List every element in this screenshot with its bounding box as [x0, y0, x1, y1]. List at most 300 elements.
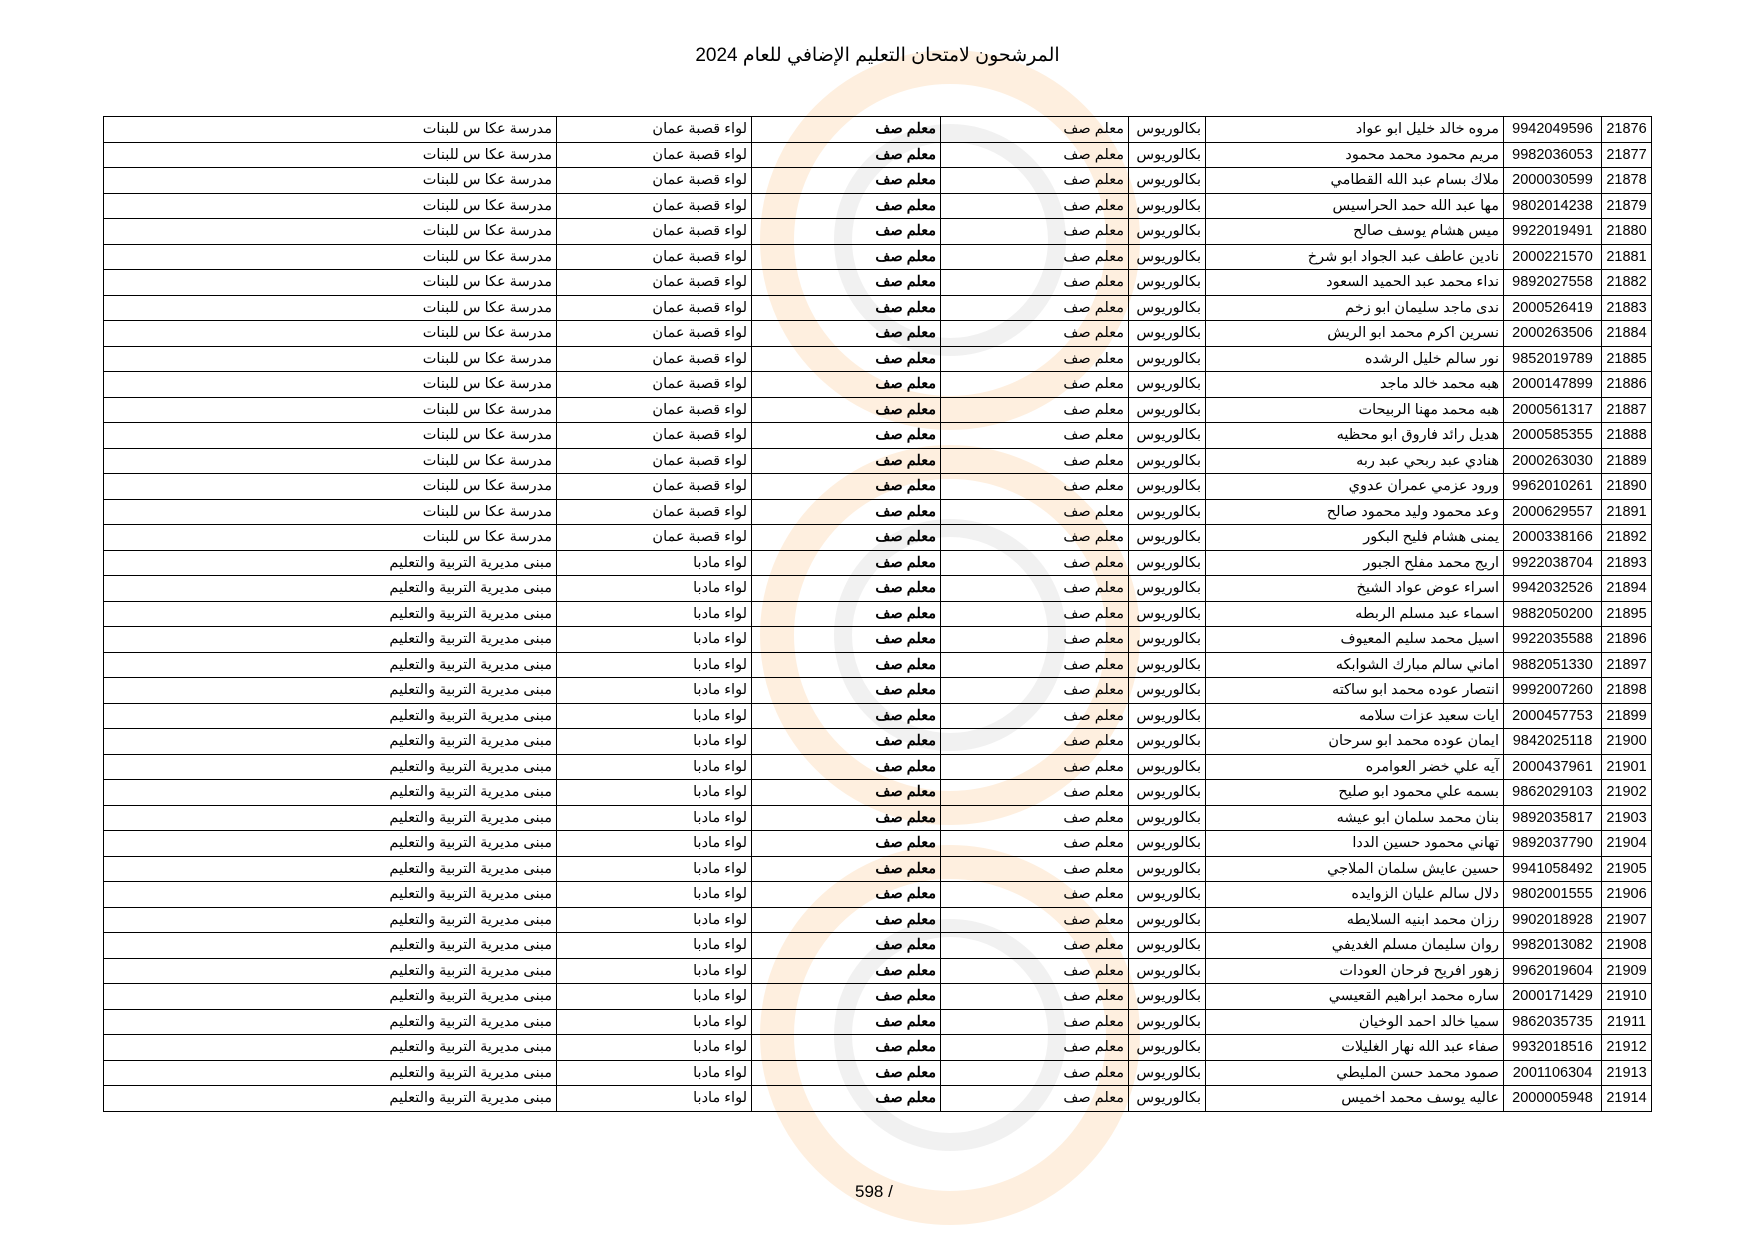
specialization-cell: معلم صف — [941, 525, 1129, 551]
exam-center-cell: مدرسة عكا س للبنات — [104, 321, 557, 347]
specialization-cell: معلم صف — [941, 499, 1129, 525]
degree-cell: بكالوريوس — [1129, 117, 1206, 143]
candidate-name-cell: اماني سالم مبارك الشوابكه — [1206, 652, 1504, 678]
district-cell: لواء قصبة عمان — [557, 244, 752, 270]
degree-cell: بكالوريوس — [1129, 244, 1206, 270]
national-id-cell: 9922019491 — [1504, 219, 1602, 245]
exam-subject-cell: معلم صف — [752, 1086, 941, 1112]
exam-subject-cell: معلم صف — [752, 780, 941, 806]
table-row — [104, 703, 1652, 729]
exam-center-cell: مبنى مديرية التربية والتعليم — [104, 856, 557, 882]
degree-cell: بكالوريوس — [1129, 372, 1206, 398]
district-cell: لواء قصبة عمان — [557, 474, 752, 500]
candidate-name-cell: حسين عايش سلمان الملاجي — [1206, 856, 1504, 882]
candidate-name-cell: مريم محمود محمد محمود — [1206, 142, 1504, 168]
seq-number-cell: 21893 — [1602, 550, 1652, 576]
district-cell: لواء قصبة عمان — [557, 295, 752, 321]
national-id-cell: 2000263030 — [1504, 448, 1602, 474]
candidate-name-cell: اسماء عبد مسلم الربطه — [1206, 601, 1504, 627]
exam-center-cell: مبنى مديرية التربية والتعليم — [104, 984, 557, 1010]
specialization-cell: معلم صف — [941, 270, 1129, 296]
seq-number-cell: 21909 — [1602, 958, 1652, 984]
seq-number-cell: 21913 — [1602, 1060, 1652, 1086]
specialization-cell: معلم صف — [941, 678, 1129, 704]
seq-number-cell: 21899 — [1602, 703, 1652, 729]
exam-center-cell: مبنى مديرية التربية والتعليم — [104, 576, 557, 602]
seq-number-cell: 21887 — [1602, 397, 1652, 423]
national-id-cell: 2000221570 — [1504, 244, 1602, 270]
exam-center-cell: مبنى مديرية التربية والتعليم — [104, 958, 557, 984]
specialization-cell: معلم صف — [941, 984, 1129, 1010]
table-row — [104, 780, 1652, 806]
district-cell: لواء مادبا — [557, 729, 752, 755]
exam-subject-cell: معلم صف — [752, 423, 941, 449]
exam-center-cell: مبنى مديرية التربية والتعليم — [104, 805, 557, 831]
candidate-name-cell: اسيل محمد سليم المعيوف — [1206, 627, 1504, 653]
district-cell: لواء قصبة عمان — [557, 525, 752, 551]
degree-cell: بكالوريوس — [1129, 219, 1206, 245]
district-cell: لواء قصبة عمان — [557, 168, 752, 194]
table-row — [104, 168, 1652, 194]
seq-number-cell: 21905 — [1602, 856, 1652, 882]
seq-number-cell: 21891 — [1602, 499, 1652, 525]
national-id-cell: 9962019604 — [1504, 958, 1602, 984]
exam-center-cell: مدرسة عكا س للبنات — [104, 193, 557, 219]
specialization-cell: معلم صف — [941, 295, 1129, 321]
national-id-cell: 9882050200 — [1504, 601, 1602, 627]
specialization-cell: معلم صف — [941, 627, 1129, 653]
specialization-cell: معلم صف — [941, 856, 1129, 882]
degree-cell: بكالوريوس — [1129, 678, 1206, 704]
degree-cell: بكالوريوس — [1129, 448, 1206, 474]
national-id-cell: 9962010261 — [1504, 474, 1602, 500]
district-cell: لواء مادبا — [557, 856, 752, 882]
exam-subject-cell: معلم صف — [752, 958, 941, 984]
seq-number-cell: 21883 — [1602, 295, 1652, 321]
table-row — [104, 219, 1652, 245]
specialization-cell: معلم صف — [941, 142, 1129, 168]
exam-subject-cell: معلم صف — [752, 907, 941, 933]
table-row — [104, 754, 1652, 780]
national-id-cell: 9802001555 — [1504, 882, 1602, 908]
candidate-name-cell: دلال سالم عليان الزوايده — [1206, 882, 1504, 908]
exam-subject-cell: معلم صف — [752, 142, 941, 168]
district-cell: لواء مادبا — [557, 907, 752, 933]
table-row — [104, 295, 1652, 321]
national-id-cell: 9942049596 — [1504, 117, 1602, 143]
degree-cell: بكالوريوس — [1129, 907, 1206, 933]
exam-subject-cell: معلم صف — [752, 831, 941, 857]
exam-subject-cell: معلم صف — [752, 576, 941, 602]
district-cell: لواء مادبا — [557, 805, 752, 831]
district-cell: لواء قصبة عمان — [557, 321, 752, 347]
district-cell: لواء مادبا — [557, 984, 752, 1010]
specialization-cell: معلم صف — [941, 372, 1129, 398]
exam-center-cell: مبنى مديرية التربية والتعليم — [104, 754, 557, 780]
exam-subject-cell: معلم صف — [752, 933, 941, 959]
specialization-cell: معلم صف — [941, 703, 1129, 729]
candidate-name-cell: ايات سعيد عزات سلامه — [1206, 703, 1504, 729]
district-cell: لواء مادبا — [557, 780, 752, 806]
national-id-cell: 2000171429 — [1504, 984, 1602, 1010]
seq-number-cell: 21902 — [1602, 780, 1652, 806]
candidates-table — [103, 116, 1652, 1112]
exam-center-cell: مدرسة عكا س للبنات — [104, 397, 557, 423]
exam-center-cell: مدرسة عكا س للبنات — [104, 117, 557, 143]
table-row — [104, 397, 1652, 423]
specialization-cell: معلم صف — [941, 448, 1129, 474]
national-id-cell: 9941058492 — [1504, 856, 1602, 882]
exam-subject-cell: معلم صف — [752, 474, 941, 500]
district-cell: لواء مادبا — [557, 627, 752, 653]
seq-number-cell: 21877 — [1602, 142, 1652, 168]
table-row — [104, 346, 1652, 372]
exam-center-cell: مدرسة عكا س للبنات — [104, 219, 557, 245]
exam-center-cell: مبنى مديرية التربية والتعليم — [104, 1009, 557, 1035]
national-id-cell: 9892027558 — [1504, 270, 1602, 296]
national-id-cell: 9802014238 — [1504, 193, 1602, 219]
specialization-cell: معلم صف — [941, 1086, 1129, 1112]
seq-number-cell: 21889 — [1602, 448, 1652, 474]
district-cell: لواء مادبا — [557, 703, 752, 729]
specialization-cell: معلم صف — [941, 780, 1129, 806]
district-cell: لواء مادبا — [557, 882, 752, 908]
specialization-cell: معلم صف — [941, 601, 1129, 627]
national-id-cell: 9902018928 — [1504, 907, 1602, 933]
district-cell: لواء مادبا — [557, 958, 752, 984]
candidate-name-cell: ميس هشام يوسف صالح — [1206, 219, 1504, 245]
table-row — [104, 627, 1652, 653]
seq-number-cell: 21890 — [1602, 474, 1652, 500]
table-row — [104, 652, 1652, 678]
degree-cell: بكالوريوس — [1129, 652, 1206, 678]
table-row — [104, 372, 1652, 398]
exam-subject-cell: معلم صف — [752, 856, 941, 882]
national-id-cell: 9942032526 — [1504, 576, 1602, 602]
degree-cell: بكالوريوس — [1129, 576, 1206, 602]
exam-subject-cell: معلم صف — [752, 1009, 941, 1035]
exam-subject-cell: معلم صف — [752, 805, 941, 831]
degree-cell: بكالوريوس — [1129, 805, 1206, 831]
district-cell: لواء قصبة عمان — [557, 423, 752, 449]
table-row — [104, 448, 1652, 474]
degree-cell: بكالوريوس — [1129, 882, 1206, 908]
national-id-cell: 9862035735 — [1504, 1009, 1602, 1035]
seq-number-cell: 21879 — [1602, 193, 1652, 219]
degree-cell: بكالوريوس — [1129, 958, 1206, 984]
seq-number-cell: 21903 — [1602, 805, 1652, 831]
district-cell: لواء قصبة عمان — [557, 193, 752, 219]
table-row — [104, 856, 1652, 882]
district-cell: لواء قصبة عمان — [557, 270, 752, 296]
table-row — [104, 1009, 1652, 1035]
seq-number-cell: 21895 — [1602, 601, 1652, 627]
seq-number-cell: 21880 — [1602, 219, 1652, 245]
exam-subject-cell: معلم صف — [752, 499, 941, 525]
specialization-cell: معلم صف — [941, 1060, 1129, 1086]
candidate-name-cell: مروه خالد خليل ابو عواد — [1206, 117, 1504, 143]
district-cell: لواء مادبا — [557, 831, 752, 857]
exam-subject-cell: معلم صف — [752, 117, 941, 143]
exam-subject-cell: معلم صف — [752, 168, 941, 194]
degree-cell: بكالوريوس — [1129, 474, 1206, 500]
national-id-cell: 9922035588 — [1504, 627, 1602, 653]
seq-number-cell: 21907 — [1602, 907, 1652, 933]
national-id-cell: 9982036053 — [1504, 142, 1602, 168]
degree-cell: بكالوريوس — [1129, 397, 1206, 423]
degree-cell: بكالوريوس — [1129, 754, 1206, 780]
specialization-cell: معلم صف — [941, 754, 1129, 780]
table-row — [104, 601, 1652, 627]
district-cell: لواء قصبة عمان — [557, 448, 752, 474]
table-row — [104, 933, 1652, 959]
exam-center-cell: مبنى مديرية التربية والتعليم — [104, 1086, 557, 1112]
exam-center-cell: مدرسة عكا س للبنات — [104, 346, 557, 372]
degree-cell: بكالوريوس — [1129, 499, 1206, 525]
exam-subject-cell: معلم صف — [752, 346, 941, 372]
district-cell: لواء مادبا — [557, 678, 752, 704]
district-cell: لواء مادبا — [557, 1060, 752, 1086]
candidate-name-cell: ورود عزمي عمران عدوي — [1206, 474, 1504, 500]
exam-subject-cell: معلم صف — [752, 984, 941, 1010]
degree-cell: بكالوريوس — [1129, 831, 1206, 857]
candidate-name-cell: ايمان عوده محمد ابو سرحان — [1206, 729, 1504, 755]
table-row — [104, 1035, 1652, 1061]
degree-cell: بكالوريوس — [1129, 780, 1206, 806]
degree-cell: بكالوريوس — [1129, 856, 1206, 882]
national-id-cell: 2000585355 — [1504, 423, 1602, 449]
district-cell: لواء قصبة عمان — [557, 397, 752, 423]
district-cell: لواء قصبة عمان — [557, 219, 752, 245]
exam-subject-cell: معلم صف — [752, 397, 941, 423]
candidate-name-cell: هديل رائد فاروق ابو محظيه — [1206, 423, 1504, 449]
exam-center-cell: مبنى مديرية التربية والتعليم — [104, 627, 557, 653]
seq-number-cell: 21881 — [1602, 244, 1652, 270]
candidate-name-cell: آيه علي خضر العوامره — [1206, 754, 1504, 780]
degree-cell: بكالوريوس — [1129, 346, 1206, 372]
exam-subject-cell: معلم صف — [752, 448, 941, 474]
table-row — [104, 576, 1652, 602]
national-id-cell: 9892035817 — [1504, 805, 1602, 831]
seq-number-cell: 21910 — [1602, 984, 1652, 1010]
degree-cell: بكالوريوس — [1129, 1060, 1206, 1086]
exam-subject-cell: معلم صف — [752, 1060, 941, 1086]
specialization-cell: معلم صف — [941, 1035, 1129, 1061]
table-row — [104, 244, 1652, 270]
candidate-name-cell: صمود محمد حسن المليطي — [1206, 1060, 1504, 1086]
candidate-name-cell: وعد محمود وليد محمود صالح — [1206, 499, 1504, 525]
specialization-cell: معلم صف — [941, 550, 1129, 576]
national-id-cell: 2000005948 — [1504, 1086, 1602, 1112]
table-row — [104, 882, 1652, 908]
candidate-name-cell: بنان محمد سلمان ابو عيشه — [1206, 805, 1504, 831]
candidate-name-cell: اسراء عوض عواد الشيخ — [1206, 576, 1504, 602]
exam-center-cell: مبنى مديرية التربية والتعليم — [104, 780, 557, 806]
exam-subject-cell: معلم صف — [752, 601, 941, 627]
specialization-cell: معلم صف — [941, 882, 1129, 908]
degree-cell: بكالوريوس — [1129, 729, 1206, 755]
candidate-name-cell: ندى ماجد سليمان ابو زخم — [1206, 295, 1504, 321]
candidate-name-cell: نادين عاطف عبد الجواد ابو شرخ — [1206, 244, 1504, 270]
specialization-cell: معلم صف — [941, 474, 1129, 500]
degree-cell: بكالوريوس — [1129, 550, 1206, 576]
national-id-cell: 2001106304 — [1504, 1060, 1602, 1086]
table-row — [104, 423, 1652, 449]
table-row — [104, 321, 1652, 347]
exam-center-cell: مدرسة عكا س للبنات — [104, 142, 557, 168]
exam-center-cell: مدرسة عكا س للبنات — [104, 168, 557, 194]
district-cell: لواء قصبة عمان — [557, 372, 752, 398]
exam-subject-cell: معلم صف — [752, 193, 941, 219]
specialization-cell: معلم صف — [941, 907, 1129, 933]
exam-center-cell: مبنى مديرية التربية والتعليم — [104, 729, 557, 755]
table-row — [104, 805, 1652, 831]
seq-number-cell: 21898 — [1602, 678, 1652, 704]
exam-center-cell: مدرسة عكا س للبنات — [104, 244, 557, 270]
degree-cell: بكالوريوس — [1129, 295, 1206, 321]
degree-cell: بكالوريوس — [1129, 703, 1206, 729]
national-id-cell: 2000457753 — [1504, 703, 1602, 729]
page-number: 598 / — [855, 1182, 893, 1201]
degree-cell: بكالوريوس — [1129, 601, 1206, 627]
degree-cell: بكالوريوس — [1129, 1086, 1206, 1112]
exam-center-cell: مبنى مديرية التربية والتعليم — [104, 601, 557, 627]
degree-cell: بكالوريوس — [1129, 933, 1206, 959]
candidate-name-cell: هبه محمد خالد ماجد — [1206, 372, 1504, 398]
national-id-cell: 2000526419 — [1504, 295, 1602, 321]
national-id-cell: 9992007260 — [1504, 678, 1602, 704]
exam-center-cell: مدرسة عكا س للبنات — [104, 423, 557, 449]
degree-cell: بكالوريوس — [1129, 1009, 1206, 1035]
candidate-name-cell: زهور افريح فرحان العودات — [1206, 958, 1504, 984]
national-id-cell: 2000147899 — [1504, 372, 1602, 398]
candidate-name-cell: بسمه علي محمود ابو صليح — [1206, 780, 1504, 806]
exam-center-cell: مبنى مديرية التربية والتعليم — [104, 1060, 557, 1086]
candidate-name-cell: رزان محمد ابنيه السلايطه — [1206, 907, 1504, 933]
national-id-cell: 2000030599 — [1504, 168, 1602, 194]
seq-number-cell: 21901 — [1602, 754, 1652, 780]
degree-cell: بكالوريوس — [1129, 423, 1206, 449]
seq-number-cell: 21914 — [1602, 1086, 1652, 1112]
seq-number-cell: 21888 — [1602, 423, 1652, 449]
degree-cell: بكالوريوس — [1129, 168, 1206, 194]
specialization-cell: معلم صف — [941, 219, 1129, 245]
degree-cell: بكالوريوس — [1129, 321, 1206, 347]
exam-center-cell: مدرسة عكا س للبنات — [104, 474, 557, 500]
candidate-name-cell: هنادي عبد ربحي عبد ربه — [1206, 448, 1504, 474]
specialization-cell: معلم صف — [941, 168, 1129, 194]
candidate-name-cell: روان سليمان مسلم الغديفي — [1206, 933, 1504, 959]
exam-center-cell: مدرسة عكا س للبنات — [104, 372, 557, 398]
candidate-name-cell: نسرين اكرم محمد ابو الريش — [1206, 321, 1504, 347]
table-row — [104, 678, 1652, 704]
specialization-cell: معلم صف — [941, 397, 1129, 423]
seq-number-cell: 21912 — [1602, 1035, 1652, 1061]
district-cell: لواء مادبا — [557, 933, 752, 959]
specialization-cell: معلم صف — [941, 1009, 1129, 1035]
seq-number-cell: 21897 — [1602, 652, 1652, 678]
exam-center-cell: مدرسة عكا س للبنات — [104, 499, 557, 525]
national-id-cell: 9862029103 — [1504, 780, 1602, 806]
district-cell: لواء مادبا — [557, 1035, 752, 1061]
table-row — [104, 984, 1652, 1010]
candidate-name-cell: سميا خالد احمد الوخيان — [1206, 1009, 1504, 1035]
national-id-cell: 9852019789 — [1504, 346, 1602, 372]
exam-center-cell: مدرسة عكا س للبنات — [104, 270, 557, 296]
national-id-cell: 9842025118 — [1504, 729, 1602, 755]
district-cell: لواء قصبة عمان — [557, 117, 752, 143]
specialization-cell: معلم صف — [941, 652, 1129, 678]
specialization-cell: معلم صف — [941, 576, 1129, 602]
seq-number-cell: 21894 — [1602, 576, 1652, 602]
exam-subject-cell: معلم صف — [752, 550, 941, 576]
district-cell: لواء مادبا — [557, 754, 752, 780]
table-row — [104, 958, 1652, 984]
table-row — [104, 117, 1652, 143]
candidate-name-cell: انتصار عوده محمد ابو ساكته — [1206, 678, 1504, 704]
exam-subject-cell: معلم صف — [752, 703, 941, 729]
candidate-name-cell: ملاك بسام عبد الله القطامي — [1206, 168, 1504, 194]
national-id-cell: 2000561317 — [1504, 397, 1602, 423]
table-row — [104, 831, 1652, 857]
candidate-name-cell: نور سالم خليل الرشده — [1206, 346, 1504, 372]
candidate-name-cell: هبه محمد مهنا الربيحات — [1206, 397, 1504, 423]
district-cell: لواء مادبا — [557, 652, 752, 678]
degree-cell: بكالوريوس — [1129, 142, 1206, 168]
specialization-cell: معلم صف — [941, 933, 1129, 959]
specialization-cell: معلم صف — [941, 805, 1129, 831]
seq-number-cell: 21896 — [1602, 627, 1652, 653]
specialization-cell: معلم صف — [941, 193, 1129, 219]
national-id-cell: 9922038704 — [1504, 550, 1602, 576]
exam-center-cell: مدرسة عكا س للبنات — [104, 525, 557, 551]
exam-center-cell: مبنى مديرية التربية والتعليم — [104, 831, 557, 857]
seq-number-cell: 21892 — [1602, 525, 1652, 551]
candidate-name-cell: صفاء عبد الله نهار الغليلات — [1206, 1035, 1504, 1061]
degree-cell: بكالوريوس — [1129, 270, 1206, 296]
exam-center-cell: مبنى مديرية التربية والتعليم — [104, 550, 557, 576]
specialization-cell: معلم صف — [941, 729, 1129, 755]
exam-subject-cell: معلم صف — [752, 754, 941, 780]
exam-subject-cell: معلم صف — [752, 652, 941, 678]
seq-number-cell: 21900 — [1602, 729, 1652, 755]
exam-center-cell: مبنى مديرية التربية والتعليم — [104, 907, 557, 933]
degree-cell: بكالوريوس — [1129, 1035, 1206, 1061]
national-id-cell: 9932018516 — [1504, 1035, 1602, 1061]
table-row — [104, 474, 1652, 500]
exam-center-cell: مبنى مديرية التربية والتعليم — [104, 703, 557, 729]
table-row — [104, 499, 1652, 525]
district-cell: لواء مادبا — [557, 550, 752, 576]
exam-center-cell: مبنى مديرية التربية والتعليم — [104, 882, 557, 908]
district-cell: لواء مادبا — [557, 601, 752, 627]
exam-subject-cell: معلم صف — [752, 244, 941, 270]
table-row — [104, 142, 1652, 168]
candidate-name-cell: تهاني محمود حسين الددا — [1206, 831, 1504, 857]
seq-number-cell: 21882 — [1602, 270, 1652, 296]
national-id-cell: 2000629557 — [1504, 499, 1602, 525]
specialization-cell: معلم صف — [941, 117, 1129, 143]
seq-number-cell: 21885 — [1602, 346, 1652, 372]
specialization-cell: معلم صف — [941, 244, 1129, 270]
exam-center-cell: مبنى مديرية التربية والتعليم — [104, 652, 557, 678]
exam-subject-cell: معلم صف — [752, 219, 941, 245]
national-id-cell: 2000263506 — [1504, 321, 1602, 347]
degree-cell: بكالوريوس — [1129, 627, 1206, 653]
specialization-cell: معلم صف — [941, 958, 1129, 984]
district-cell: لواء مادبا — [557, 576, 752, 602]
seq-number-cell: 21878 — [1602, 168, 1652, 194]
